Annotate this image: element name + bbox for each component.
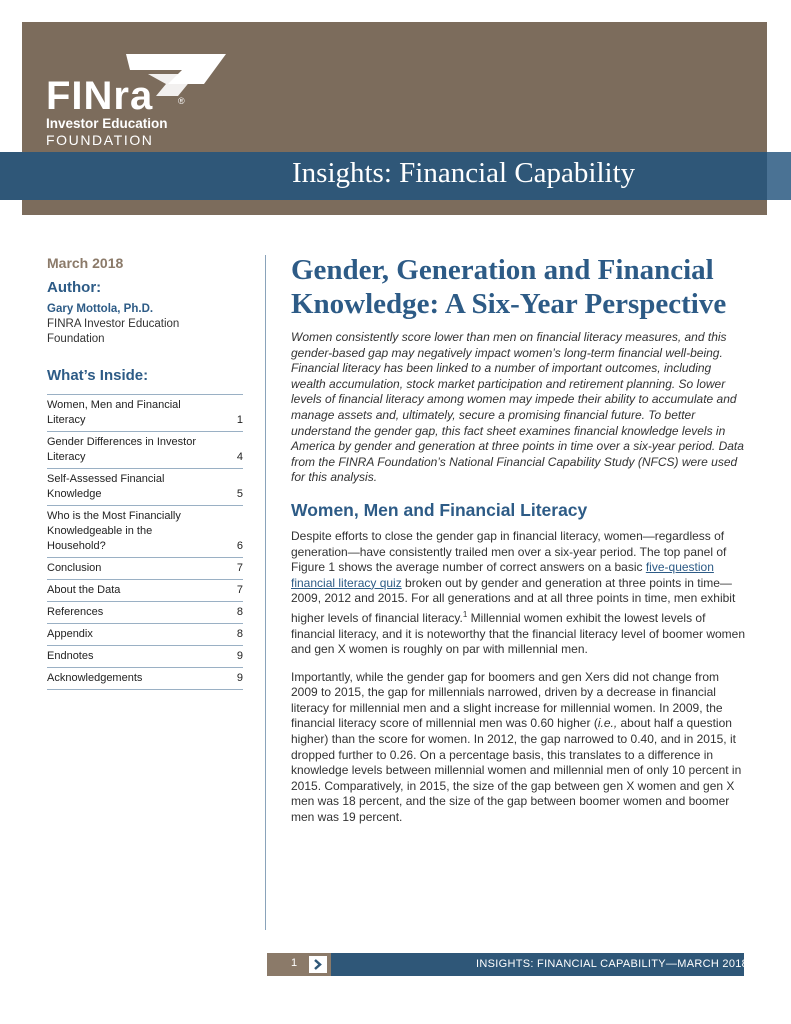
toc-item-page: 7 [236, 584, 243, 596]
column-divider [265, 255, 266, 930]
band-edge-right [767, 152, 791, 200]
author-org-line1: FINRA Investor Education [47, 318, 180, 330]
registered-mark: ® [178, 96, 185, 106]
table-of-contents [47, 394, 243, 690]
toc-item-title: Self-Assessed Financial Knowledge [47, 473, 165, 500]
author-name: Gary Mottola, Ph.D. [47, 303, 154, 315]
toc-item[interactable] [47, 395, 243, 432]
toc-item-page: 6 [236, 540, 243, 552]
author-heading: Author: [47, 279, 102, 296]
toc-item-title: Gender Differences in Investor Literacy [47, 436, 196, 463]
toc-item[interactable] [47, 432, 243, 469]
para1-text-a: Despite efforts to close the gender gap in financial literacy, women—regardless of generation—have consistently trailed men over a six-year period. The top panel of Figure 1 shows the average number of correct answers on a basic [291, 528, 727, 575]
para1-text-c: Millennial women exhibit the lowest levels of financial literacy, and it is noteworthy that the financial literacy level of boomer women and gen X women is roughly on par with millennial men. [291, 610, 746, 657]
page-number: 1 [291, 957, 298, 969]
para2-text-b: about half a question higher) than the score for women. In 2012, the gap narrowed to 0.40, and in 2015, it dropped further to 0.26. On a percentage basis, this translates to a difference in knowledge levels between millennial women and millennial men of only 10 percent in 2015. Comparatively, in 2015, the size of the gap between gen X women and gen X men was 18 percent, and the size of the gap between boomer women and boomer men was 19 percent. [291, 716, 742, 825]
toc-item[interactable] [47, 624, 243, 646]
intro-paragraph: Women consistently score lower than men on financial literacy measures, and this gender-based gap may negatively impact women’s long-term financial well-being. Financial literacy has been linked to a number of important outcomes, including wealth accumulation, stock market participation and retirement planning. So lower levels of financial literacy among women may impede their ability to accumulate and manage assets and, ultimately, secure a promising financial future. To better understand the gender gap, this fact sheet examines financial knowledge levels in America by gender and generation at three points in time over a six-year period. Data from the FINRA Foundation’s National Financial Capability Study (NFCS) were used for this analysis. [291, 330, 744, 485]
toc-item-title: Acknowledgements [47, 672, 143, 684]
logo-wordmark: FINra [46, 74, 154, 118]
section-heading: Women, Men and Financial Literacy [291, 499, 588, 520]
main-content [291, 253, 746, 838]
toc-item-page: 9 [236, 650, 243, 662]
author-org-line2: Foundation [47, 333, 105, 345]
quiz-link[interactable]: five-question financial literacy quiz [291, 560, 714, 590]
toc-item[interactable] [47, 646, 243, 668]
para2-text-a: Importantly, while the gender gap for boomers and gen Xers did not change from 2009 to 2015, the gap for millennials narrowed, driven by a decrease in financial literacy for millennial men and a slight increase for millennial women. In 2009, the financial literacy score of millennial men was 0.60 higher ( [291, 669, 723, 731]
publication-date: March 2018 [47, 255, 124, 271]
toc-item-title: Who is the Most Financially Knowledgeable in the Household? [47, 510, 181, 552]
toc-item-title: Conclusion [47, 562, 102, 574]
chevron-right-icon[interactable] [309, 956, 327, 973]
toc-item-page: 5 [236, 488, 243, 500]
sidebar [47, 255, 247, 690]
toc-item[interactable] [47, 558, 243, 580]
toc-item-title: About the Data [47, 584, 121, 596]
endnote-ref[interactable]: 1 [462, 609, 468, 619]
body-paragraph-2 [291, 670, 746, 826]
publication-title: Insights: Financial Capability [292, 157, 636, 189]
toc-item-page: 7 [236, 562, 243, 574]
para1-text-b: broken out by gender and generation at three points in time—2009, 2012 and 2015. For all generations and at all three points in time, men exhibit higher levels of financial literacy. [291, 575, 736, 625]
toc-item-page: 8 [236, 606, 243, 618]
body-paragraph-1 [291, 529, 746, 658]
toc-item-title: Women, Men and Financial Literacy [47, 399, 181, 426]
toc-item[interactable] [47, 580, 243, 602]
whats-inside-heading: What’s Inside: [47, 367, 149, 384]
toc-item-page: 1 [236, 414, 243, 426]
article-title: Gender, Generation and Financial Knowledge: A Six-Year Perspective [291, 254, 727, 320]
toc-item-page: 8 [236, 628, 243, 640]
toc-item-page: 4 [236, 451, 243, 463]
finra-logo [46, 52, 221, 152]
logo-line-foundation: FOUNDATION [46, 132, 154, 148]
toc-item[interactable] [47, 668, 243, 690]
toc-item[interactable] [47, 506, 243, 558]
toc-item[interactable] [47, 469, 243, 506]
toc-item[interactable] [47, 602, 243, 624]
para2-ie: i.e., [597, 716, 618, 731]
toc-item-page: 9 [236, 672, 243, 684]
toc-item-title: References [47, 606, 104, 618]
toc-item-title: Appendix [47, 628, 93, 640]
footer-running-title: INSIGHTS: FINANCIAL CAPABILITY—MARCH 2018 [476, 958, 749, 970]
logo-line-investor-education: Investor Education [46, 116, 168, 131]
toc-item-title: Endnotes [47, 650, 94, 662]
